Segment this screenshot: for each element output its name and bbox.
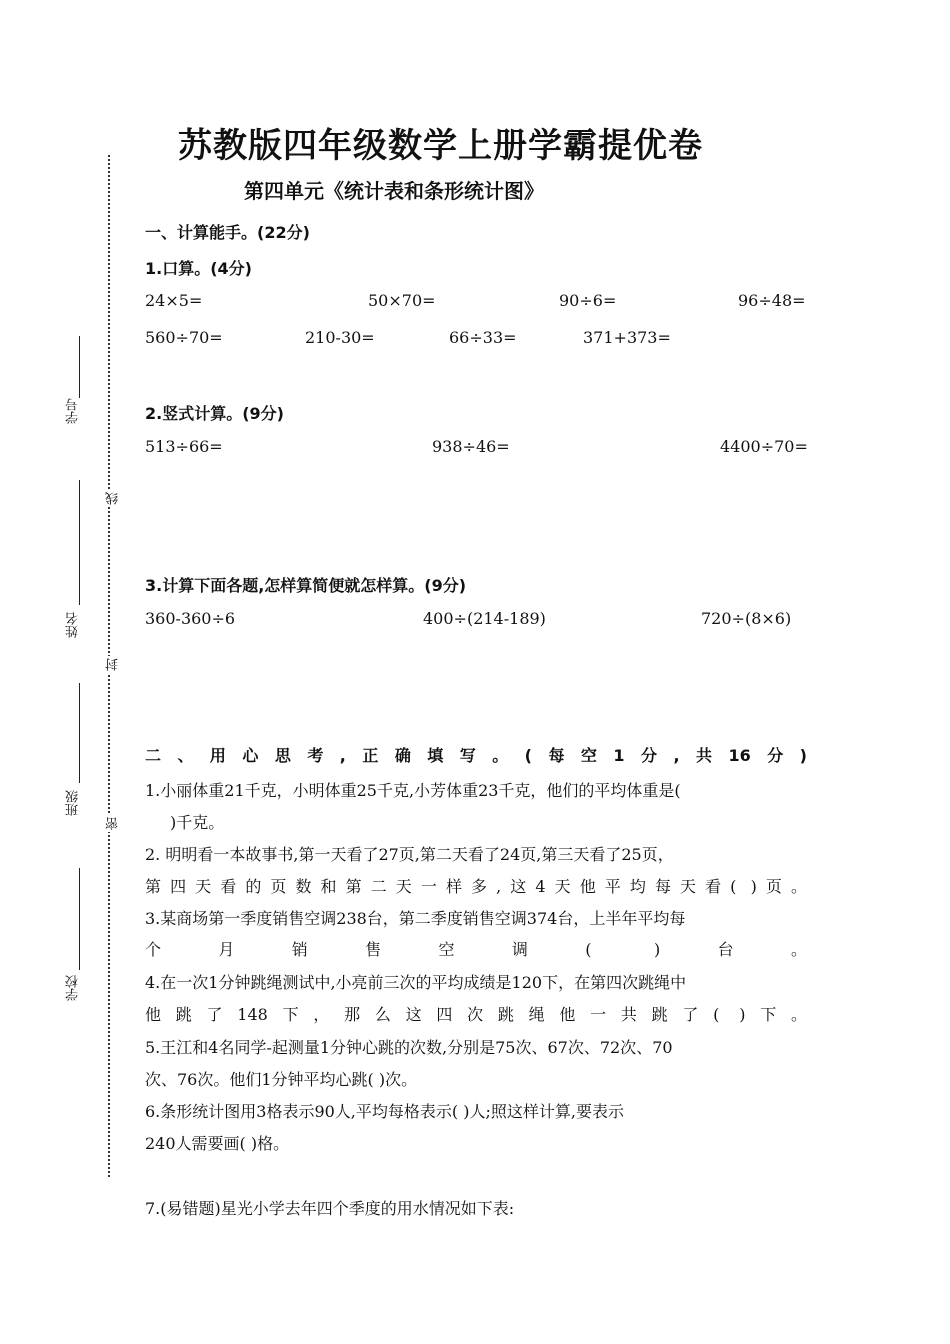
section2-heading: 二、用心思考,正确填写。(每空1分,共16分) xyxy=(145,746,807,765)
seal-word-line: 线 xyxy=(106,492,121,505)
seal-word-seal: 封 xyxy=(106,658,121,671)
simplify-item: 720÷(8×6) xyxy=(701,609,792,628)
vertical-calc-item: 938÷46= xyxy=(432,437,510,456)
vertical-calc-item: 513÷66= xyxy=(145,437,223,456)
problem-3-line-2: 个月销售空调( )台。 xyxy=(145,940,807,959)
class-label: 班级 xyxy=(66,790,81,816)
class-blank[interactable] xyxy=(79,683,80,783)
oral-item: 24×5= xyxy=(145,291,203,310)
school-blank[interactable] xyxy=(79,868,80,970)
oral-item: 560÷70= xyxy=(145,328,223,347)
simplify-item: 400÷(214-189) xyxy=(423,609,546,628)
oral-item: 371+373= xyxy=(583,328,671,347)
oral-item: 90÷6= xyxy=(559,291,617,310)
student-no-blank[interactable] xyxy=(79,336,80,398)
problem-2-line-2: 第四天看的页数和第二天一样多,这4天他平均每天看( )页。 xyxy=(145,877,807,896)
section1-heading: 一、计算能手。(22分) xyxy=(145,223,310,242)
problem-6-line-2: 240人需要画( )格。 xyxy=(145,1134,290,1153)
problem-4-line-2: 他跳了148下，那么这四次跳绳他一共跳了( )下。 xyxy=(145,1005,807,1024)
problem-1-line-1: 1.小丽体重21千克，小明体重25千克,小芳体重23千克，他们的平均体重是( xyxy=(145,781,681,800)
page-subtitle: 第四单元《统计表和条形统计图》 xyxy=(244,179,544,203)
oral-item: 50×70= xyxy=(368,291,436,310)
q3-heading: 3.计算下面各题,怎样算简便就怎样算。(9分) xyxy=(145,576,467,595)
problem-5-line-1: 5.王江和4名同学-起测量1分钟心跳的次数,分别是75次、67次、72次、70 xyxy=(145,1038,673,1057)
seal-word-secret: 密 xyxy=(106,817,121,830)
problem-2-line-1: 2. 明明看一本故事书,第一天看了27页,第二天看了24页,第三天看了25页， xyxy=(145,845,674,864)
simplify-item: 360-360÷6 xyxy=(145,609,236,628)
q1-heading: 1.口算。(4分) xyxy=(145,259,252,278)
name-blank[interactable] xyxy=(79,480,80,605)
oral-item: 210-30= xyxy=(305,328,375,347)
page-title: 苏教版四年级数学上册学霸提优卷 xyxy=(178,126,703,166)
problem-7: 7.(易错题)星光小学去年四个季度的用水情况如下表: xyxy=(145,1199,515,1218)
school-label: 学校 xyxy=(66,975,81,1001)
problem-1-line-2: )千克。 xyxy=(170,813,225,832)
problem-4-line-1: 4.在一次1分钟跳绳测试中,小亮前三次的平均成绩是120下，在第四次跳绳中 xyxy=(145,973,687,992)
problem-6-line-1: 6.条形统计图用3格表示90人,平均每格表示( )人;照这样计算,要表示 xyxy=(145,1102,624,1121)
oral-item: 66÷33= xyxy=(449,328,517,347)
oral-item: 96÷48= xyxy=(738,291,806,310)
name-label: 姓名 xyxy=(66,612,81,638)
problem-5-line-2: 次、76次。他们1分钟平均心跳( )次。 xyxy=(145,1070,418,1089)
vertical-calc-item: 4400÷70= xyxy=(720,437,808,456)
problem-3-line-1: 3.某商场第一季度销售空调238台，第二季度销售空调374台，上半年平均每 xyxy=(145,909,686,928)
q2-heading: 2.竖式计算。(9分) xyxy=(145,404,284,423)
student-no-label: 学号 xyxy=(66,398,81,424)
